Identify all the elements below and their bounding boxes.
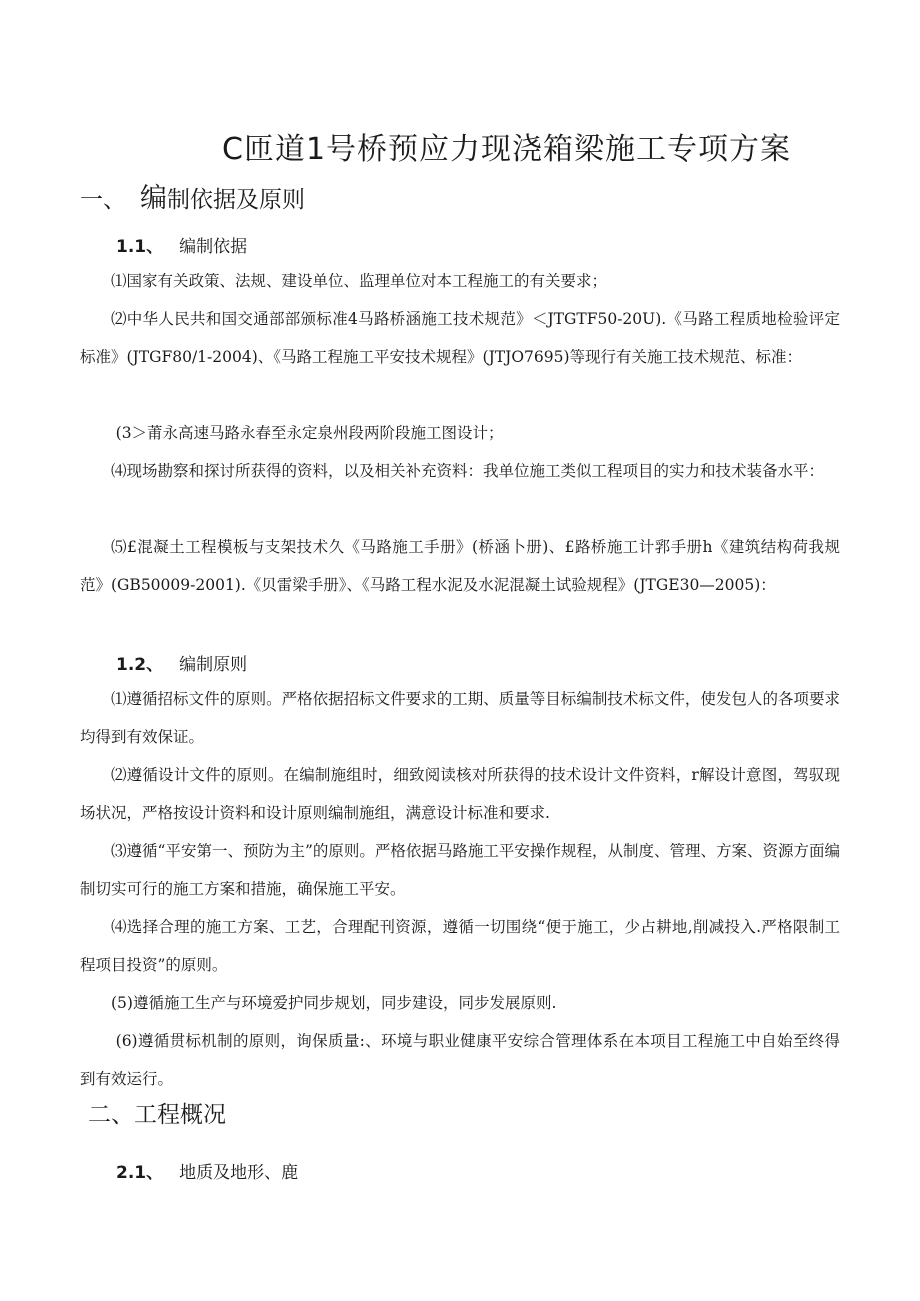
paragraph: ⑵遵循设计文件的原则。在编制施组时，细致阅读核对所获得的技术设计文件资料，r解设计意图，驾驭现场状况，严格按设计资料和设计原则编制施组，满意设计标准和要求.: [80, 766, 840, 822]
subsection-1-2-heading: [116, 650, 247, 675]
paragraph: (5)遵循施工生产与环境爱护同步规划，同步建设，同步发展原则.: [111, 994, 557, 1012]
subsection-2-1-heading: [116, 1158, 298, 1183]
subsection-number: 2.1、: [116, 1163, 164, 1183]
paragraph: ⑷选择合理的施工方案、工艺，合理配刊资源，遵循一切围绕“便于施工，少占耕地,削减投入.严格限制工程项目投资”的原则。: [80, 918, 840, 974]
section-1-heading: [80, 176, 305, 215]
paragraph: (6)遵循贯标机制的原则，询保质量:、环境与职业健康平安综合管理体系在本项目工程施工中自始至终得到有效运行。: [80, 1032, 840, 1088]
section-1-heading-first-char: 编: [140, 183, 167, 214]
section-2-heading: 二、工程概况: [88, 1102, 226, 1128]
paragraph: ⑴国家有关政策、法规、建设单位、监理单位对本工程施工的有关要求；: [111, 272, 608, 290]
subsection-label: 地质及地形、鹿: [179, 1163, 299, 1183]
paragraph: ⑶遵循“平安第一、预防为主”的原则。严格依据马路施工平安操作规程，从制度、管理、方案、资源方面编制切实可行的施工方案和措施，确保施工平安。: [80, 842, 840, 898]
paragraph: ⑵中华人民共和国交通部部颁标准4马路桥涵施工技术规范》＜JTGTF50-20U).《马路工程质地检验评定标准》(JTGF80/1-2004)、《马路工程施工平安技术规程》(JTJO7695)等现行有关施工技术规范、标准：: [80, 310, 840, 366]
paragraph: ⑷现场勘察和探讨所获得的资料，以及相关补充资料：我单位施工类似工程项目的实力和技术装备水平：: [111, 462, 825, 480]
subsection-number: 1.2、: [116, 655, 164, 675]
document-title: C匝道1号桥预应力现浇箱梁施工专项方案: [222, 132, 792, 167]
subsection-label: 编制原则: [179, 655, 248, 675]
paragraph: ⑸£混凝土工程模板与支架技术久《马路施工手册》(桥涵卜册)、£路桥施工计郛手册h《建筑结构荷我规范》(GB50009-2001).《贝雷梁手册》、《马路工程水泥及水泥混凝土试验规程》(JTGE30—2005)：: [80, 538, 840, 594]
paragraph: ⑴遵循招标文件的原则。严格依据招标文件要求的工期、质量等目标编制技术标文件，使发包人的各项要求均得到有效保证。: [80, 690, 840, 746]
section-1-prefix: 一、: [80, 187, 126, 213]
subsection-number: 1.1、: [116, 237, 164, 257]
subsection-label: 编制依据: [179, 237, 248, 257]
paragraph: (3＞莆永高速马路永春至永定泉州段两阶段施工图设计；: [115, 424, 504, 442]
section-1-heading-rest: 制依据及原则: [167, 187, 305, 213]
subsection-1-1-heading: [116, 232, 247, 257]
